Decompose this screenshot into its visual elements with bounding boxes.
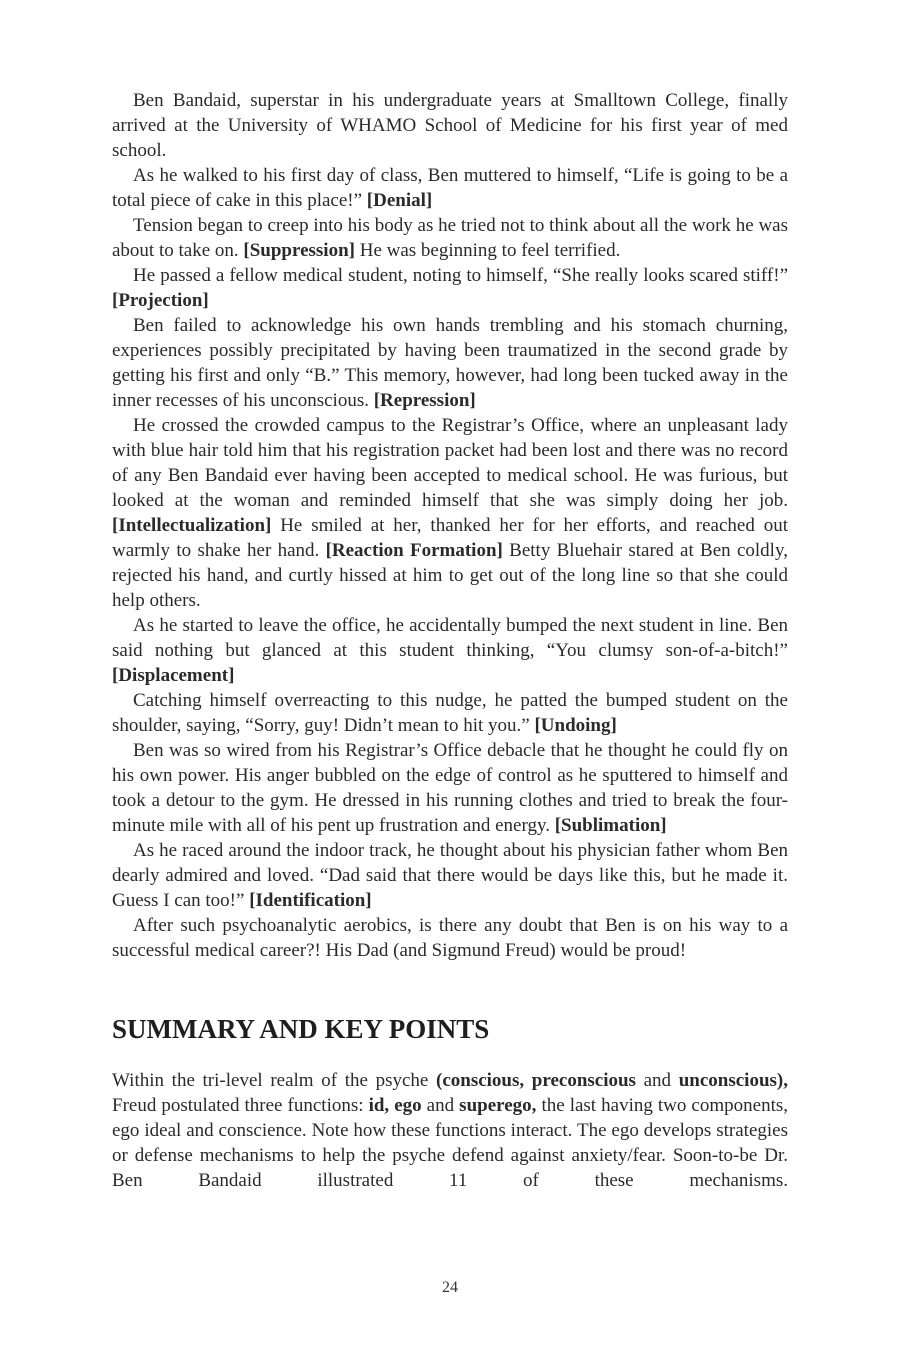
defense-mechanism-tag: [Repression] [373,390,476,411]
paragraph: Ben was so wired from his Registrar’s Office debacle that he thought he could fly on his own power. His anger bubbled on the edge of control as he sputtered to himself and took a detour to the gym. He dressed in his running clothes and tried to break the four-minute mile with all of his pent up frustration and energy. [Sublimation] [112,740,788,836]
defense-mechanism-tag: [Sublimation] [554,815,667,836]
paragraph: He passed a fellow medical student, noting to himself, “She really looks scared stiff!” [Projection] [112,265,788,311]
defense-mechanism-tag: [Intellectualization] [112,515,272,536]
paragraph: He crossed the crowded campus to the Registrar’s Office, where an unpleasant lady with blue hair told him that his registration packet had been lost and there was no record of any Ben Bandaid ever having been accepted to medical school. He was furious, but looked at the woman and reminded himself that she was simply doing her job. [Intellectualization] He smiled at her, thanked her for her efforts, and reached out warmly to shake her hand. [Reaction Formation] Betty Bluehair stared at Ben coldly, rejected his hand, and curtly hissed at him to get out of the long line so that she could help others. [112,415,788,611]
summary-paragraph: Within the tri-level realm of the psyche (conscious, preconscious and unconscious), Freud postulated three functions: id, ego and superego, the last having two components, ego ideal and conscience. Note how these functions interact. The ego develops strategies or defense mechanisms to help the psyche defend against anxiety/fear. Soon-to-be Dr. Ben Bandaid illustrated 11 of these mechanisms. [112,1070,788,1191]
page-number: 24 [442,1279,458,1296]
paragraph: Ben Bandaid, superstar in his undergraduate years at Smalltown College, finally arrived at the University of WHAMO School of Medicine for his first year of med school. [112,90,788,161]
story-text [112,88,788,963]
paragraph: As he started to leave the office, he accidentally bumped the next student in line. Ben said nothing but glanced at this student thinking, “You clumsy son-of-a-bitch!” [Displacement] [112,615,788,686]
defense-mechanism-tag: [Denial] [366,190,433,211]
section-heading: SUMMARY AND KEY POINTS [112,1014,490,1044]
paragraph: Ben failed to acknowledge his own hands trembling and his stomach churning, experiences possibly precipitated by having been traumatized in the second grade by getting his first and only “B.” This memory, however, had long been tucked away in the inner recesses of his unconscious. [Repression] [112,315,788,411]
defense-mechanism-tag: [Suppression] [243,240,355,261]
paragraph: As he raced around the indoor track, he thought about his physician father whom Ben dearly admired and loved. “Dad said that there would be days like this, but he made it. Guess I can too!” [Identification] [112,840,788,911]
page-body [112,88,788,1193]
defense-mechanism-tag: [Identification] [249,890,372,911]
defense-mechanism-tag: [Displacement] [112,665,235,686]
defense-mechanism-tag: [Reaction Formation] [325,540,503,561]
paragraph: Tension began to creep into his body as he tried not to think about all the work he was about to take on. [Suppression] He was beginning to feel terrified. [112,215,788,261]
paragraph: Catching himself overreacting to this nudge, he patted the bumped student on the shoulder, saying, “Sorry, guy! Didn’t mean to hit you.” [Undoing] [112,690,788,736]
defense-mechanism-tag: [Projection] [112,290,209,311]
paragraph: After such psychoanalytic aerobics, is there any doubt that Ben is on his way to a successful medical career?! His Dad (and Sigmund Freud) would be proud! [112,915,788,961]
paragraph: As he walked to his first day of class, Ben muttered to himself, “Life is going to be a total piece of cake in this place!” [Denial] [112,165,788,211]
defense-mechanism-tag: [Undoing] [534,715,617,736]
